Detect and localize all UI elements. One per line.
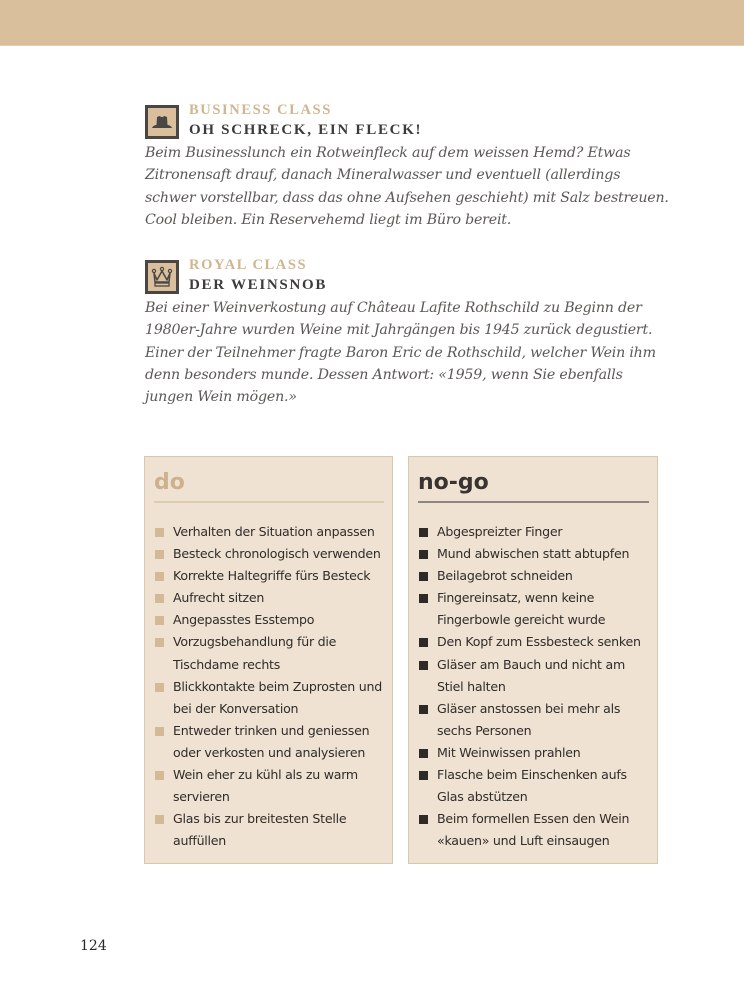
square-bullet-icon — [419, 749, 428, 758]
square-bullet-icon — [419, 661, 428, 670]
business-class-section — [145, 102, 675, 231]
square-bullet-icon — [155, 572, 164, 581]
list-item — [418, 587, 653, 631]
list-item-text: Flasche beim Einschenken aufs Glas abstützen — [437, 767, 627, 805]
nogo-title: no-go — [418, 470, 489, 495]
list-item-text: Korrekte Haltegriffe fürs Besteck — [173, 568, 371, 584]
square-bullet-icon — [155, 528, 164, 537]
section-title: OH SCHRECK, EIN FLECK! — [189, 122, 423, 138]
list-item — [418, 764, 653, 808]
page-header-band — [0, 0, 744, 46]
list-item — [154, 543, 388, 565]
page-number: 124 — [80, 938, 107, 954]
square-bullet-icon — [419, 528, 428, 537]
hat-icon — [145, 105, 179, 139]
square-bullet-icon — [419, 594, 428, 603]
crown-icon — [145, 260, 179, 294]
list-item-text: Beim formellen Essen den Wein «kauen» und Luft einsaugen — [437, 811, 630, 849]
section-title: DER WEINSNOB — [189, 277, 328, 293]
list-item-text: Blickkontakte beim Zuprosten und bei der Konversation — [173, 678, 382, 716]
square-bullet-icon — [155, 550, 164, 559]
square-bullet-icon — [155, 727, 164, 736]
royal-class-section — [145, 257, 675, 408]
list-item — [418, 565, 653, 587]
section-header — [145, 257, 675, 297]
list-item — [154, 676, 388, 720]
square-bullet-icon — [419, 550, 428, 559]
list-item — [418, 543, 653, 565]
do-title: do — [154, 470, 185, 495]
list-item — [418, 742, 653, 764]
list-item-text: Gläser am Bauch und nicht am Stiel halten — [437, 656, 625, 694]
list-item-text: Angepasstes Esstempo — [173, 612, 315, 628]
nogo-list — [418, 521, 653, 852]
nogo-box — [408, 456, 658, 864]
square-bullet-icon — [155, 638, 164, 647]
list-item-text: Beilagebrot schneiden — [437, 568, 573, 584]
list-item — [418, 654, 653, 698]
do-list — [154, 521, 388, 852]
section-body: Beim Businesslunch ein Rotweinfleck auf dem weissen Hemd? Etwas Zitronensaft drauf, danach Mineralwasser und eventuell (allerdings schwer vorstellbar, dass das ohne Aufsehen geschieht) mit Salz bestreuen. Cool bleiben. Ein Reservehemd liegt im Büro bereit. — [145, 145, 669, 228]
list-item-text: Verhalten der Situation anpassen — [173, 524, 375, 539]
square-bullet-icon — [419, 815, 428, 824]
section-category: BUSINESS CLASS — [189, 102, 332, 118]
list-item — [418, 698, 653, 742]
list-item-text: Fingereinsatz, wenn keine Fingerbowle gereicht wurde — [437, 590, 606, 628]
list-item-text: Entweder trinken und geniessen oder verkosten und analysieren — [173, 722, 370, 760]
section-header — [145, 102, 675, 142]
list-item-text: Gläser anstossen bei mehr als sechs Personen — [437, 700, 621, 738]
list-item — [418, 631, 653, 653]
list-item-text: Abgespreizter Finger — [437, 524, 563, 539]
section-body: Bei einer Weinverkostung auf Château Lafite Rothschild zu Beginn der 1980er-Jahre wurden Weine mit Jahrgängen bis 1945 zurück degustiert. Einer der Teilnehmer fragte Baron Eric de Rothschild, welcher Wein ihm denn besonders munde. Dessen Antwort: «1959, wenn Sie ebenfalls jungen Wein mögen.» — [145, 300, 656, 406]
divider — [154, 501, 384, 503]
do-box — [144, 456, 393, 864]
list-item — [154, 587, 388, 609]
list-item — [418, 521, 653, 543]
square-bullet-icon — [155, 771, 164, 780]
square-bullet-icon — [155, 815, 164, 824]
list-item — [154, 521, 388, 543]
square-bullet-icon — [155, 594, 164, 603]
section-category: ROYAL CLASS — [189, 257, 308, 273]
list-item-text: Besteck chronologisch verwenden — [173, 546, 381, 562]
square-bullet-icon — [419, 705, 428, 714]
list-item — [154, 565, 388, 587]
list-item-text: Wein eher zu kühl als zu warm servieren — [173, 767, 358, 805]
square-bullet-icon — [155, 683, 164, 692]
list-item-text: Mund abwischen statt abtupfen — [437, 546, 630, 562]
list-item-text: Glas bis zur breitesten Stelle auffüllen — [173, 811, 347, 849]
list-item — [154, 609, 388, 631]
divider — [418, 501, 649, 503]
square-bullet-icon — [419, 572, 428, 581]
list-item-text: Aufrecht sitzen — [173, 590, 265, 606]
list-item — [154, 631, 388, 675]
list-item — [154, 764, 388, 808]
list-item — [154, 808, 388, 852]
list-item — [154, 720, 388, 764]
list-item-text: Mit Weinwissen prahlen — [437, 744, 581, 760]
list-item — [418, 808, 653, 852]
list-item-text: Den Kopf zum Essbesteck senken — [437, 634, 641, 650]
list-item-text: Vorzugsbehandlung für die Tischdame rechts — [173, 634, 337, 672]
square-bullet-icon — [419, 638, 428, 647]
square-bullet-icon — [419, 771, 428, 780]
square-bullet-icon — [155, 616, 164, 625]
